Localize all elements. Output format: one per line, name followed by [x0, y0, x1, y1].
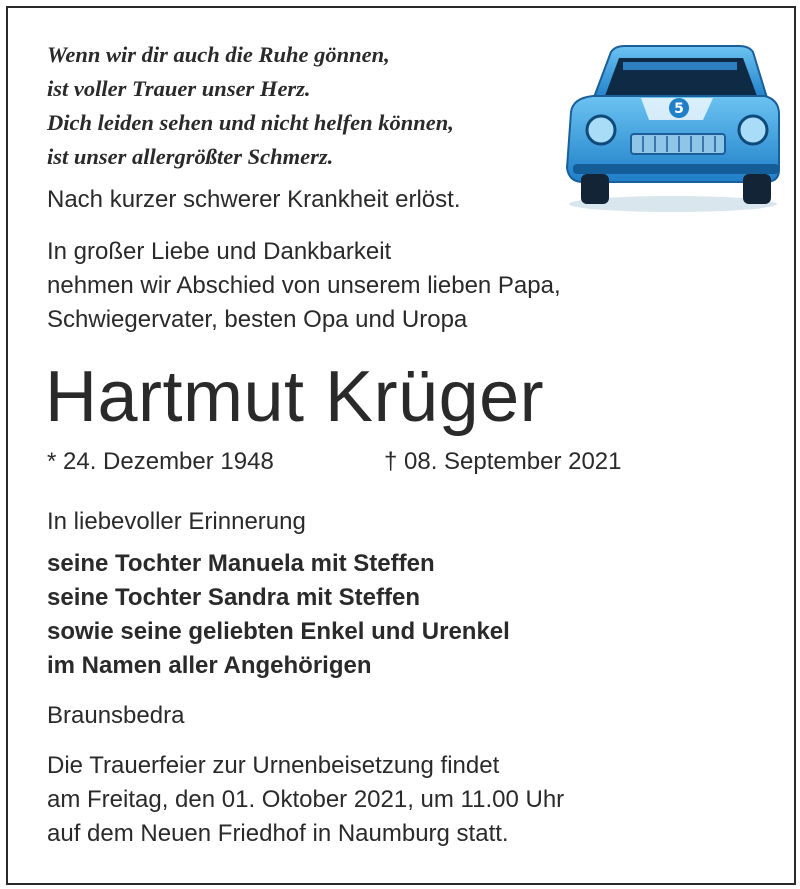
- deceased-name: Hartmut Krüger: [45, 357, 545, 437]
- poem-line: Dich leiden sehen und nicht helfen können,: [47, 110, 454, 135]
- intro-line: In großer Liebe und Dankbarkeit: [47, 238, 392, 265]
- service-line: auf dem Neuen Friedhof in Naumburg statt.: [47, 820, 509, 847]
- intro-text: [47, 235, 561, 337]
- family-line: seine Tochter Manuela mit Steffen: [47, 550, 435, 577]
- service-info: [47, 749, 564, 851]
- poem-line: Wenn wir dir auch die Ruhe gönnen,: [47, 42, 390, 67]
- race-car-photo-icon: [553, 42, 781, 214]
- service-line: am Freitag, den 01. Oktober 2021, um 11.00 Uhr: [47, 786, 565, 813]
- intro-line: nehmen wir Abschied von unserem lieben Papa,: [47, 272, 561, 299]
- family-line: seine Tochter Sandra mit Steffen: [47, 584, 420, 611]
- place-name: Braunsbedra: [47, 702, 185, 729]
- family-line: sowie seine geliebten Enkel und Urenkel: [47, 618, 510, 645]
- poem: [47, 38, 454, 174]
- intro-line: Schwiegervater, besten Opa und Uropa: [47, 306, 468, 333]
- death-date: † 08. September 2021: [384, 448, 622, 475]
- memory-line: In liebevoller Erinnerung: [47, 508, 306, 535]
- svg-text:5: 5: [674, 101, 684, 117]
- birth-date: * 24. Dezember 1948: [47, 448, 274, 475]
- poem-line: ist unser allergrößter Schmerz.: [47, 144, 334, 169]
- service-line: Die Trauerfeier zur Urnenbeisetzung findet: [47, 752, 500, 779]
- family-line: im Namen aller Angehörigen: [47, 652, 372, 679]
- relief-line: Nach kurzer schwerer Krankheit erlöst.: [47, 186, 461, 213]
- family-list: [47, 547, 510, 683]
- poem-line: ist voller Trauer unser Herz.: [47, 76, 311, 101]
